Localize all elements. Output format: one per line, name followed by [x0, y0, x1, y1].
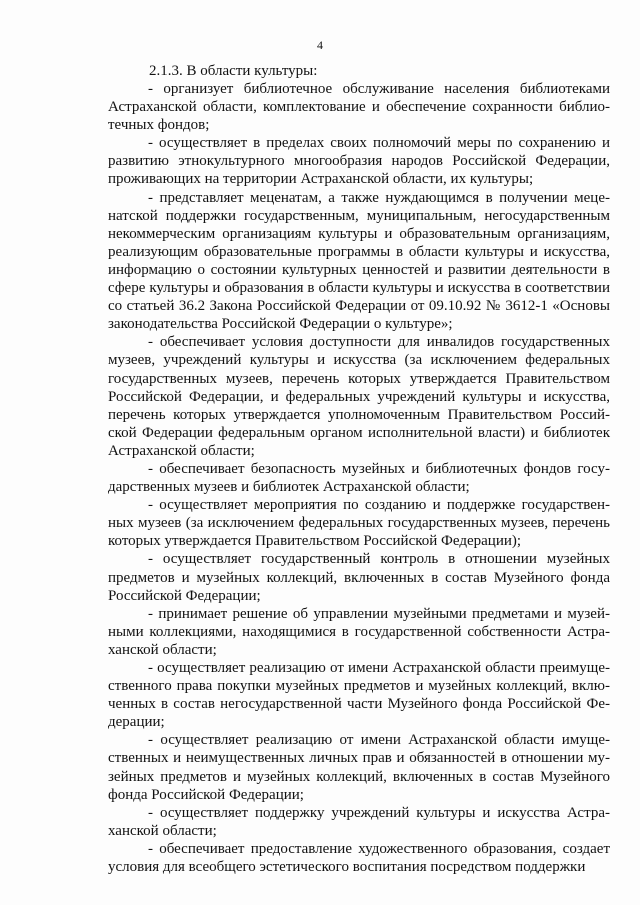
paragraph-library-service: - организует библиотечное обслуживание населения библиотеками Астраханской области, комплектование и обеспечение сохранности библиотечных фондов; [108, 81, 610, 134]
page-number: 4 [317, 38, 323, 52]
paragraph-institution-support: - осуществляет поддержку учреждений культуры и искусства Астраханской области; [108, 804, 610, 839]
paragraph-art-education: - обеспечивает предоставление художественного образования, создает условия для всеобщего эстетического воспитания посредством поддержки [108, 840, 610, 876]
paragraph-state-control: - осуществляет государственный контроль в отношении музейных предметов и музейных коллекций, включенных в состав Музейного фонда Российской Федерации; [108, 551, 610, 604]
paragraph-museum-support: - осуществляет мероприятия по созданию и поддержке государственных музеев (за исключением федеральных государственных музеев, перечень которых утверждается Правительством Российской Федерации); [108, 497, 610, 550]
paragraph-ethnocultural-diversity: - осуществляет в пределах своих полномочий меры по сохранению и развитию этнокультурного многообразия народов Российской Федерации, проживающих на территории Астраханской области, их культуры; [108, 135, 610, 188]
paragraph-fund-security: - обеспечивает безопасность музейных и библиотечных фондов государственных музеев и библиотек Астраханской области; [108, 460, 610, 496]
paragraph-collection-management: - принимает решение об управлении музейными предметами и музейными коллекциями, находящимися в государственной собственности Астраханской области; [108, 605, 610, 658]
paragraph-preemptive-purchase: - осуществляет реализацию от имени Астраханской области преимущественного права покупки музейных предметов и музейных коллекций, включенных в состав негосударственной части Музейного фонда Российской Федерации; [108, 660, 610, 731]
paragraph-accessibility: - обеспечивает условия доступности для инвалидов государственных музеев, учреждений культуры и искусства (за исключением федеральных государственных музеев, перечень которых утверждается Правительством Российской Федерации, и федеральных учреждений культуры и искусства, перечень которых утверждается уполномоченным Правительством Российской Федерации федеральным органом исполнительной власти) и библиотек Астраханской области; [108, 334, 610, 459]
section-body [108, 80, 610, 876]
paragraph-property-rights: - осуществляет реализацию от имени Астраханской области имущественных и неимущественных личных прав и обязанностей в отношении музейных предметов и музейных коллекций, включенных в состав Музейного фонда Российской Федерации; [108, 732, 610, 803]
paragraph-patrons-information: - представляет меценатам, а также нуждающимся в получении меценатской поддержки государственным, муниципальным, негосударственным некоммерческим организациям культуры и образовательным организациям, реализующим образовательные программы в области культуры и искусства, информацию о состоянии культурных ценностей и развитии деятельности в сфере культуры и образования в области культуры и искусства в соответствии со статьей 36.2 Закона Российской Федерации от 09.10.92 № 3612-1 «Основы законодательства Российской Федерации о культуре»; [108, 189, 610, 333]
section-heading: 2.1.3. В области культуры: [149, 63, 318, 79]
